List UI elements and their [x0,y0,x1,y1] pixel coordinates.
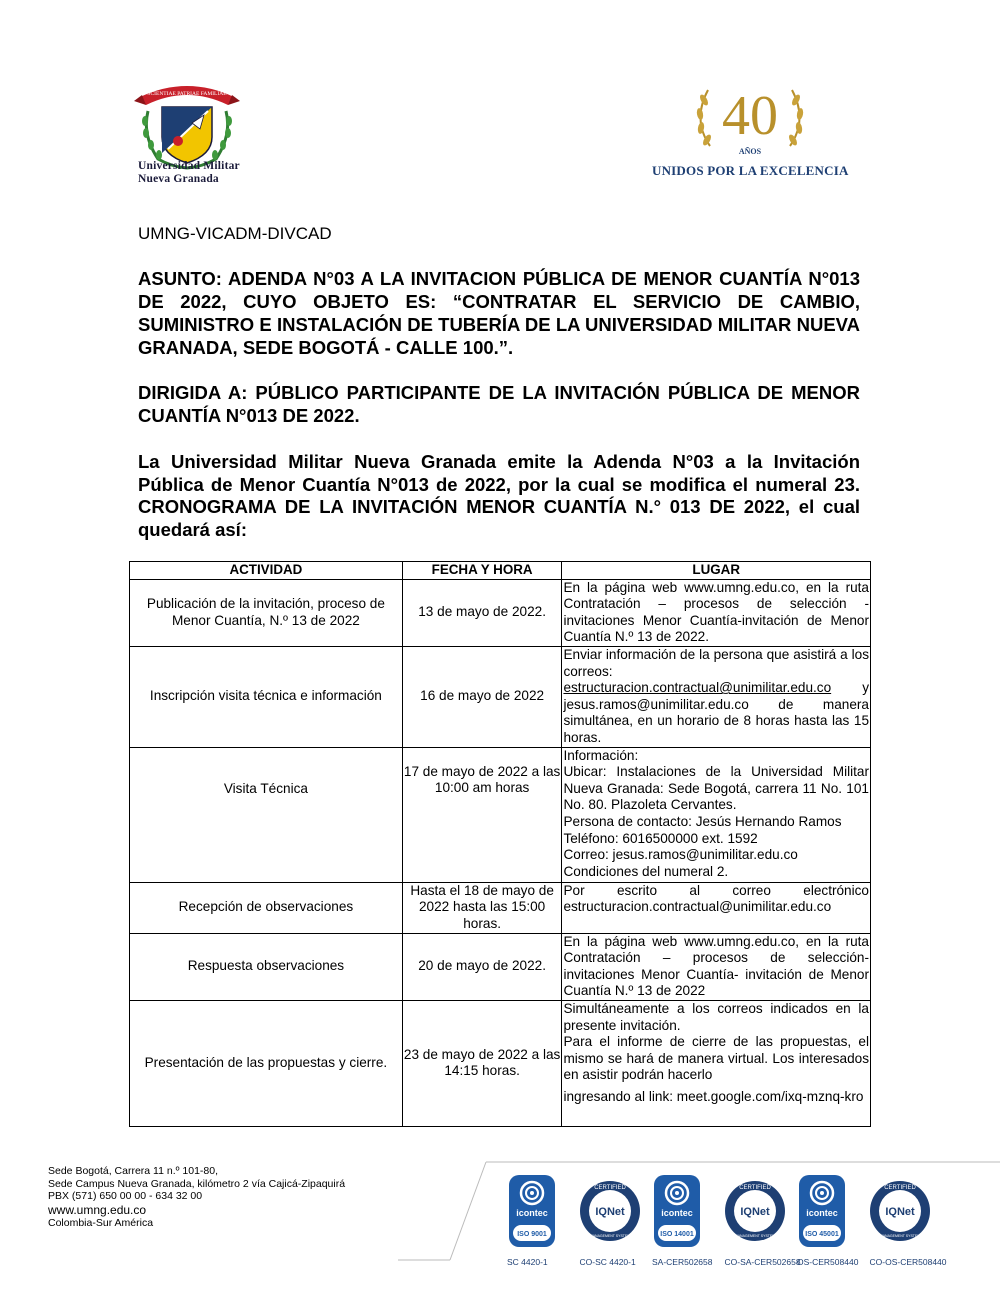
place-text: Persona de contacto: Jesús Hernando Ramos [563,813,842,829]
cell-place [562,1000,871,1126]
place-text: Información: [563,747,639,763]
cell-date: 17 de mayo de 2022 a las 10:00 am horas [402,747,562,882]
cell-place [562,933,871,1000]
cert-code: CO-SA-CER502658 [724,1257,801,1267]
iqnet-cert-badge [578,1173,642,1253]
place-text: y jesus.ramos@unimilitar.edu.co de manera simultánea, en un horario de 8 horas hasta las 15 horas. [563,680,869,745]
anniversary-40-logo [690,80,810,160]
table-row [130,579,871,646]
place-text: Condiciones del numeral 2. [563,863,729,879]
footer-address-line2: Sede Campus Nueva Granada, kilómetro 2 vía Cajicá-Zipaquirá [48,1177,346,1190]
footer-address-line1: Sede Bogotá, Carrera 11 n.º 101-80, [48,1165,218,1177]
cell-date: 16 de mayo de 2022 [402,646,562,747]
iqnet-ring-text: CERTIFIED [883,1185,916,1191]
footer-address [48,1165,345,1229]
iso-standard: ISO 45001 [805,1231,839,1238]
cell-activity: Recepción de observaciones [130,882,403,933]
icontec-brand: icontec [661,1208,693,1218]
table-row [130,1000,871,1126]
place-text: En la página web www.umng.edu.co, en la ruta Contratación – procesos de selección- invitaciones Menor Cuantía- invitación de Menor Cuantía N.º 13 de 2022 [563,933,869,999]
icontec-brand: icontec [516,1208,548,1218]
cert-code: CO-SC 4420-1 [579,1257,636,1267]
icontec-brand: icontec [806,1208,838,1218]
cell-date: 20 de mayo de 2022. [402,933,562,1000]
iso-standard: ISO 14001 [660,1231,694,1238]
header-place: LUGAR [562,562,871,580]
table-row [130,933,871,1000]
iqnet-cert-badge [868,1173,932,1253]
email-link[interactable]: estructuracion.contractual@unimilitar.edu.co [563,680,832,696]
cert-code: SC 4420-1 [507,1257,548,1267]
cell-activity: Publicación de la invitación, proceso de Menor Cuantía, N.º 13 de 2022 [130,579,403,646]
iso-standard: ISO 9001 [517,1231,547,1238]
table-row [130,882,871,933]
cell-place [562,646,871,747]
table-row [130,646,871,747]
cert-code: SA-CER502658 [652,1257,713,1267]
iqnet-ring-bottom: MANAGEMENT SYSTEM [734,1234,775,1238]
cert-code: OS-CER508440 [797,1257,859,1267]
university-name [138,160,240,186]
place-text: En la página web www.umng.edu.co, en la ruta Contratación – procesos de selección - invitaciones Menor Cuantía-invitación de Menor Cuantía N.º 13 de 2022. [563,579,869,645]
iqnet-brand: IQNet [884,1206,915,1218]
header-date: FECHA Y HORA [402,562,562,580]
place-text: Enviar información de la persona que asistirá a los correos: [563,646,869,679]
place-text: Por escrito al correo electrónico estructuracion.contractual@unimilitar.edu.co [563,882,869,915]
header-activity: ACTIVIDAD [130,562,403,580]
cell-activity: Visita Técnica [130,747,403,882]
cell-date: Hasta el 18 de mayo de 2022 hasta las 15:00 horas. [402,882,562,933]
place-text: Ubicar: Instalaciones de la Universidad Militar Nueva Granada: Sede Bogotá, carrera 11 No. 101 No. 80. Plazoleta Cervantes. [563,764,869,813]
table-header-row [130,562,871,580]
cert-code: CO-OS-CER508440 [869,1257,947,1267]
cell-place [562,882,871,933]
cell-place [562,747,871,882]
icontec-cert-badge [795,1173,859,1253]
iqnet-ring-bottom: MANAGEMENT SYSTEM [589,1234,630,1238]
footer-website-link[interactable]: www.umng.edu.co [48,1202,147,1217]
anniversary-slogan: UNIDOS POR LA EXCELENCIA [652,163,849,178]
place-text: Correo: jesus.ramos@unimilitar.edu.co [563,847,798,863]
iqnet-ring-bottom: MANAGEMENT SYSTEM [879,1234,920,1238]
anniversary-number: 40 [722,85,778,147]
icontec-cert-badge [505,1173,569,1253]
place-text: Simultáneamente a los correos indicados en la presente invitación. [563,1000,869,1033]
university-name-line2: Nueva Granada [138,173,219,185]
meeting-link-text: ingresando al link: meet.google.com/ixq-mznq-kro [563,1088,864,1104]
iqnet-ring-text: CERTIFIED [593,1185,626,1191]
document-code: UMNG-VICADM-DIVCAD [138,224,332,243]
footer-country: Colombia-Sur América [48,1216,154,1229]
crest-ribbon-text: SCIENTIAE PATRIAE FAMILIAE [147,91,227,97]
place-text: Teléfono: 6016500000 ext. 1592 [563,830,758,846]
iqnet-cert-badge [723,1173,787,1253]
cell-date: 23 de mayo de 2022 a las 14:15 horas. [402,1000,562,1126]
icontec-cert-badge [650,1173,714,1253]
cell-activity: Presentación de las propuestas y cierre. [130,1000,403,1126]
document-subject: ASUNTO: ADENDA N°03 A LA INVITACION PÚBLICA DE MENOR CUANTÍA N°013 DE 2022, CUYO OBJETO ES: “CONTRATAR EL SERVICIO DE CAMBIO, SUMINISTRO E INSTALACIÓN DE TUBERÍA DE LA UNIVERSIDAD MILITAR NUEVA GRANADA, SEDE BOGOTÁ - CALLE 100.”. [138,268,860,358]
university-name-line1: Universidad Militar [138,160,240,172]
iqnet-brand: IQNet [594,1206,625,1218]
cell-place [562,579,871,646]
iqnet-ring-text: CERTIFIED [738,1185,771,1191]
iqnet-brand: IQNet [739,1206,770,1218]
cell-activity: Respuesta observaciones [130,933,403,1000]
document-addressed-to: DIRIGIDA A: PÚBLICO PARTICIPANTE DE LA INVITACIÓN PÚBLICA DE MENOR CUANTÍA N°013 DE 2022. [138,382,860,426]
cell-activity: Inscripción visita técnica e información [130,646,403,747]
cell-date: 13 de mayo de 2022. [402,579,562,646]
document-intro: La Universidad Militar Nueva Granada emite la Adenda N°03 a la Invitación Pública de Menor Cuantía N°013 de 2022, por la cual se modifica el numeral 23. CRONOGRAMA DE LA INVITACIÓN MENOR CUANTÍA N.° 013 DE 2022, el cual quedará así: [138,451,860,540]
schedule-table [129,561,871,1127]
place-text: Para el informe de cierre de las propuestas, el mismo se hará de manera virtual. Los interesados en asistir podrán hacerlo [563,1034,869,1083]
footer-phone: PBX (571) 650 00 00 - 634 32 00 [48,1190,203,1202]
anniversary-word: AÑOS [738,147,762,156]
table-row [130,747,871,882]
